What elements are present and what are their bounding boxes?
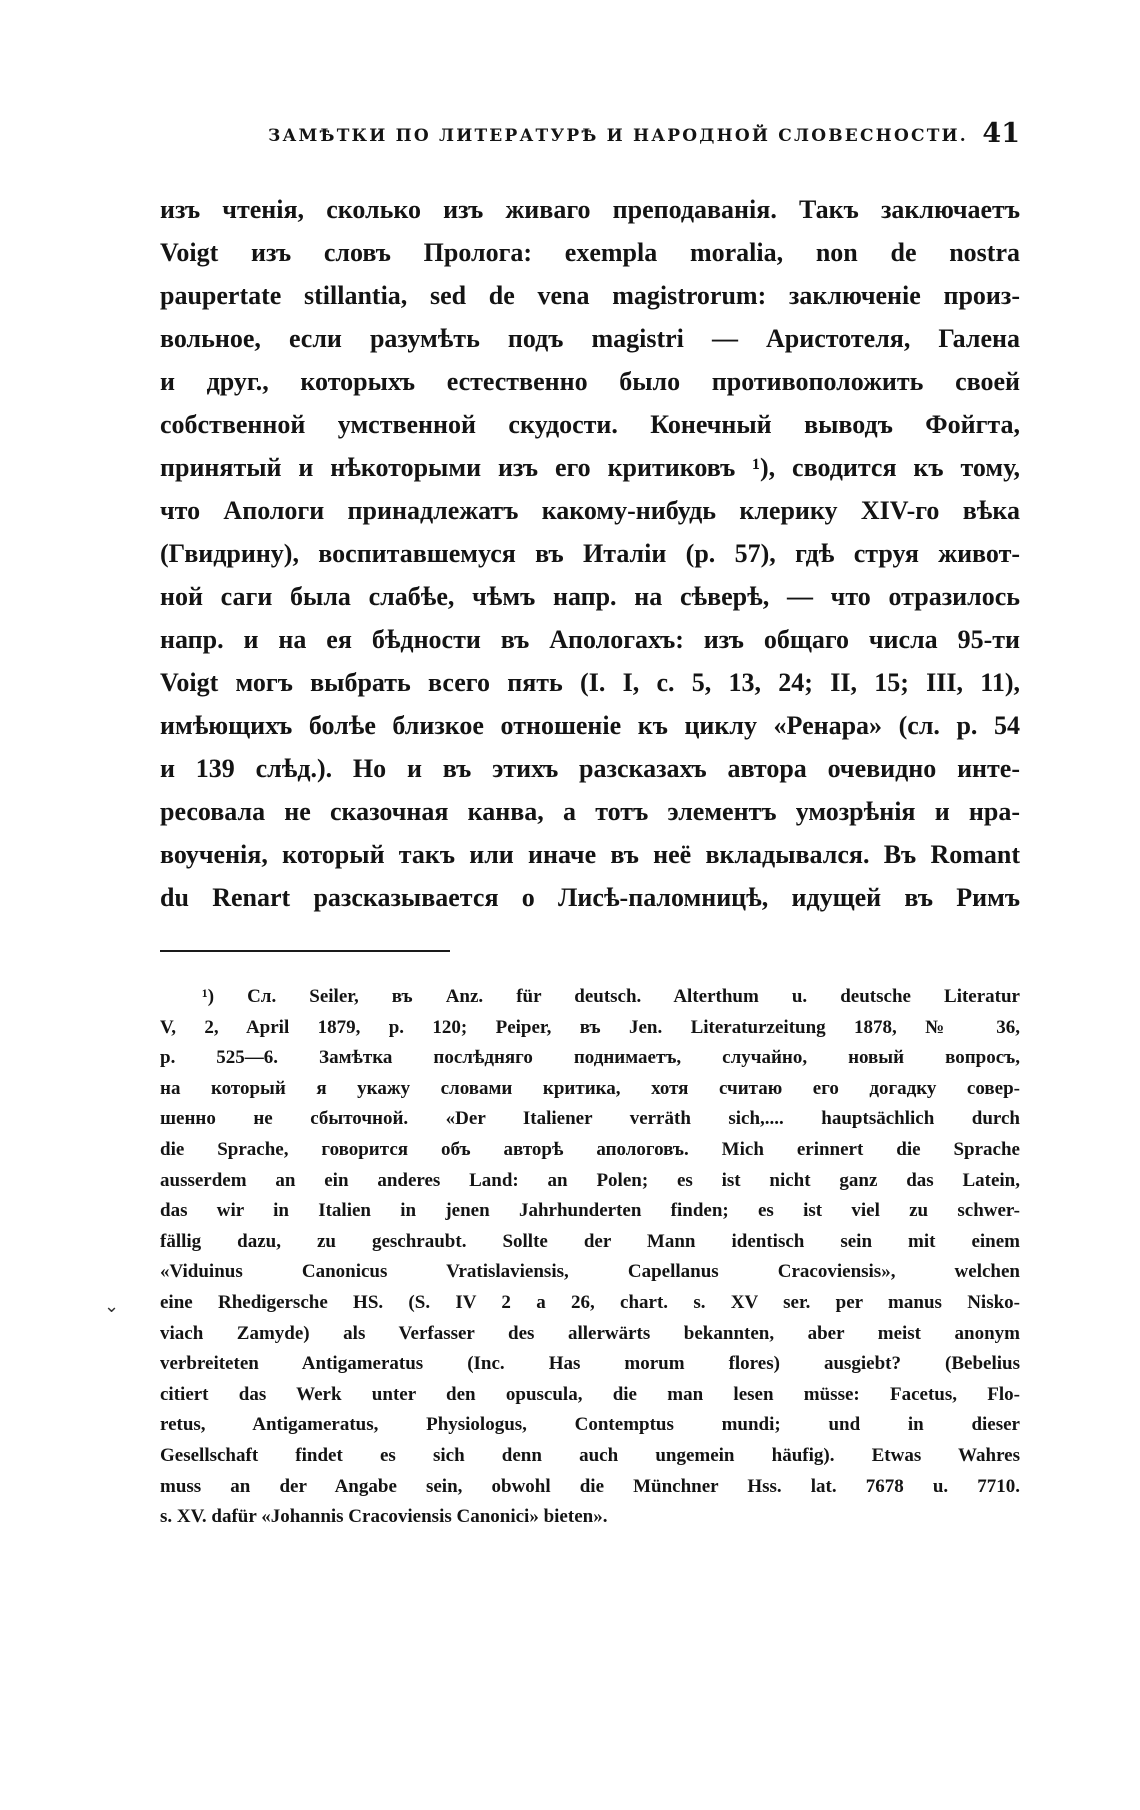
text-line: (Гвидрину), воспитавшемуся въ Италіи (р. 57), гдѣ струя живот- xyxy=(160,539,1020,568)
text-line: ной саги была слабѣе, чѣмъ напр. на сѣверѣ, — что отразилось xyxy=(160,582,1020,611)
text-line: воученія, который такъ или иначе въ неё вкладывался. Въ Romant xyxy=(160,840,1020,869)
footnote-line: Gesellschaft findet es sich denn auch ungemein häufig). Etwas Wahres xyxy=(160,1444,1020,1466)
footnote-line: на который я укажу словами критика, хотя считаю его догадку совер- xyxy=(160,1077,1020,1099)
main-text xyxy=(160,188,1020,919)
text-line: принятый и нѣкоторыми изъ его критиковъ ¹), сводится къ тому, xyxy=(160,453,1020,482)
footnote-line: citiert das Werk unter den opuscula, die man lesen müsse: Facetus, Flo- xyxy=(160,1383,1020,1405)
footnotes xyxy=(160,982,1020,1533)
text-line: и 139 слѣд.). Но и въ этихъ разсказахъ автора очевидно инте- xyxy=(160,754,1020,783)
text-line: имѣющихъ болѣе близкое отношеніе къ циклу «Ренара» (сл. р. 54 xyxy=(160,711,1020,740)
text-line: и друг., которыхъ естественно было противоположить своей xyxy=(160,367,1020,396)
margin-pencil-mark: ⌄ xyxy=(104,1296,120,1317)
footnote-line: ausserdem an ein anderes Land: an Polen; es ist nicht ganz das Latein, xyxy=(160,1169,1020,1191)
footnote-line: ¹) Сл. Seiler, въ Anz. für deutsch. Alterthum u. deutsche Literatur xyxy=(202,986,1020,1007)
footnote-line: s. XV. dafür «Johannis Cracoviensis Canonici» bieten». xyxy=(160,1506,608,1528)
text-line: du Renart разсказывается о Лисѣ-паломницѣ, идущей въ Римъ xyxy=(160,883,1020,912)
running-head: ЗАМѢТКИ ПО ЛИТЕРАТУРѢ И НАРОДНОЙ СЛОВЕСНОСТИ. xyxy=(268,126,968,146)
footnote-line: p. 525—6. Замѣтка послѣдняго поднимаетъ, случайно, новый вопросъ, xyxy=(160,1047,1020,1069)
footnote-line: die Sprache, говорится объ авторѣ апологовъ. Mich erinnert die Sprache xyxy=(160,1138,1020,1160)
footnote-line: шенно не сбыточной. «Der Italiener verräth sich,.... hauptsächlich durch xyxy=(160,1108,1020,1130)
footnote-line: muss an der Angabe sein, obwohl die Münchner Hss. lat. 7678 u. 7710. xyxy=(160,1475,1020,1497)
footnote-divider xyxy=(160,950,450,952)
text-line: изъ чтенія, сколько изъ живаго преподаванія. Такъ заключаетъ xyxy=(160,195,1020,224)
footnote-line: retus, Antigameratus, Physiologus, Contemptus mundi; und in dieser xyxy=(160,1414,1020,1436)
footnote-line: das wir in Italien in jenen Jahrhunderten finden; es ist viel zu schwer- xyxy=(160,1200,1020,1222)
text-line: что Апологи принадлежатъ какому-нибудь клерику XIV-го вѣка xyxy=(160,496,1020,525)
footnote-line: V, 2, April 1879, p. 120; Peiper, въ Jen. Literaturzeitung 1878, № 36, xyxy=(160,1016,1020,1038)
footnote-line: verbreiteten Antigameratus (Inc. Has morum flores) ausgiebt? (Bebelius xyxy=(160,1353,1020,1375)
text-line: ресовала не сказочная канва, а тотъ элементъ умозрѣнія и нра- xyxy=(160,797,1020,826)
page-number: 41 xyxy=(982,118,1020,149)
footnote-line: viach Zamyde) als Verfasser des allerwärts bekannten, aber meist anonym xyxy=(160,1322,1020,1344)
text-line: Voigt изъ словъ Пролога: exempla moralia, non de nostra xyxy=(160,238,1020,267)
footnote-line: fällig dazu, zu geschraubt. Sollte der Mann identisch sein mit einem xyxy=(160,1230,1020,1252)
page-header xyxy=(160,118,1020,154)
text-line: paupertate stillantia, sed de vena magistrorum: заключеніе произ- xyxy=(160,281,1020,310)
text-line: собственной умственной скудости. Конечный выводъ Фойгта, xyxy=(160,410,1020,439)
footnote-line: eine Rhedigersche HS. (S. IV 2 a 26, chart. s. XV ser. per manus Nisko- xyxy=(160,1291,1020,1313)
footnote-line: «Viduinus Canonicus Vratislaviensis, Capellanus Cracoviensis», welchen xyxy=(160,1261,1020,1283)
text-line: напр. и на ея бѣдности въ Апологахъ: изъ общаго числа 95-ти xyxy=(160,625,1020,654)
text-line: вольное, если разумѣть подъ magistri — Аристотеля, Галена xyxy=(160,324,1020,353)
text-line: Voigt могъ выбрать всего пять (I. I, с. 5, 13, 24; II, 15; III, 11), xyxy=(160,668,1020,697)
